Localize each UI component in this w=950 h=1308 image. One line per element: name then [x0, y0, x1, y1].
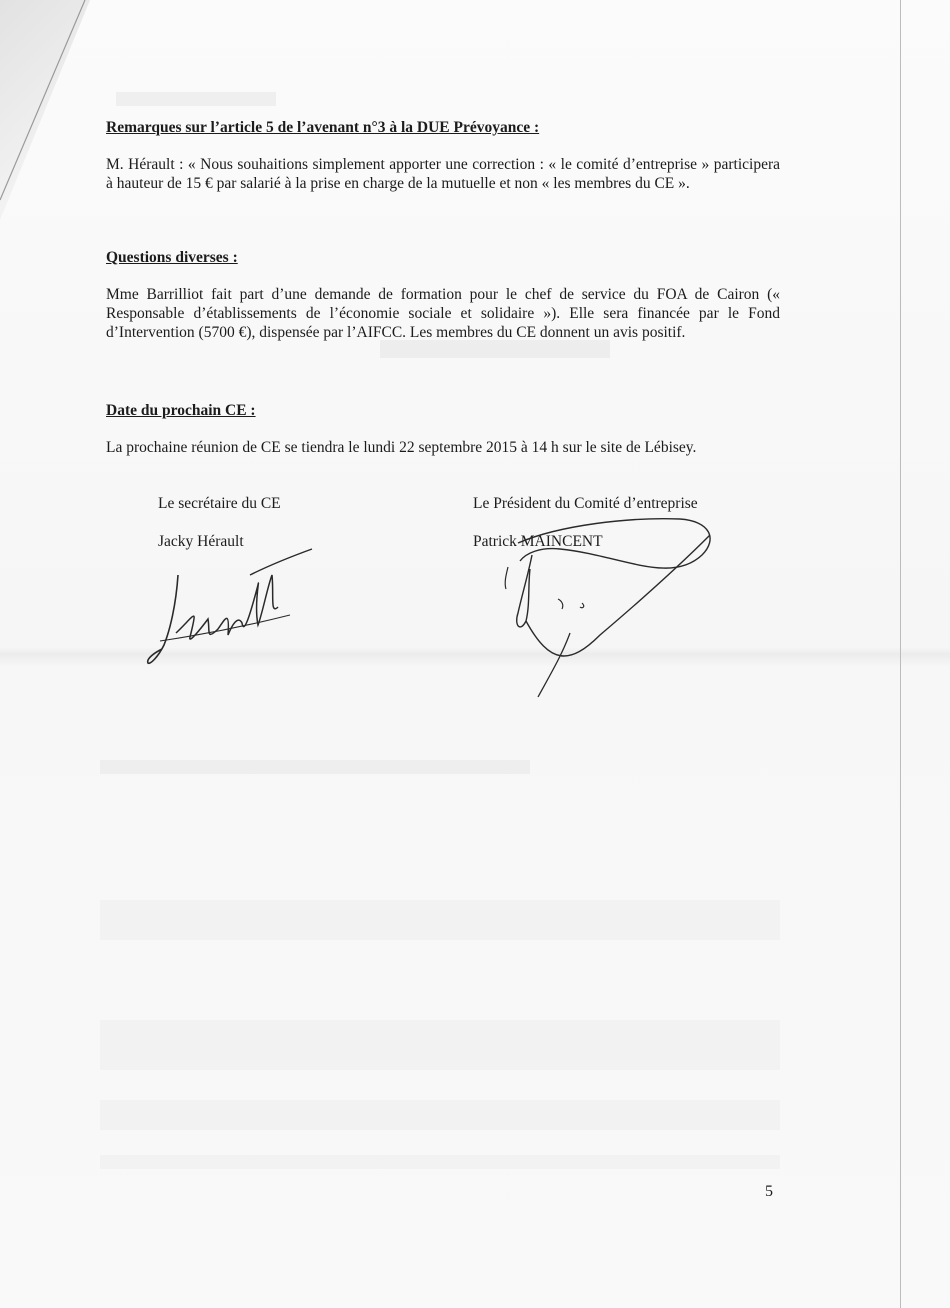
bleed-through-mark	[100, 1155, 780, 1169]
page-number: 5	[765, 1183, 773, 1200]
left-signatory-name: Jacky Hérault	[158, 533, 244, 550]
remarks-heading: Remarques sur l’article 5 de l’avenant n°3 à la DUE Prévoyance :	[106, 119, 540, 136]
next-meeting-heading: Date du prochain CE :	[106, 402, 256, 419]
bleed-through-mark	[100, 760, 530, 774]
right-signatory-name: Patrick MAINCENT	[473, 533, 603, 550]
bleed-through-mark	[100, 900, 780, 940]
questions-body: Mme Barrilliot fait part d’une demande de formation pour le chef de service du FOA de Cairon (« Responsable d’établissements de l’économie sociale et solidaire »). Elle sera financée par le Fond d’Intervention (5700 €), dispensée par l’AIFCC. Les membres du CE donnent un avis positif.	[106, 286, 780, 341]
page-edge-rule	[900, 0, 901, 1308]
next-meeting-body: La prochaine réunion de CE se tiendra le lundi 22 septembre 2015 à 14 h sur le site de Lébisey.	[106, 439, 697, 456]
bleed-through-mark	[100, 1020, 780, 1070]
bleed-through-mark	[100, 1100, 780, 1130]
bleed-through-mark	[116, 92, 276, 106]
right-signatory-role: Le Président du Comité d’entreprise	[473, 495, 698, 512]
remarks-body: M. Hérault : « Nous souhaitions simplement apporter une correction : « le comité d’entreprise » participera à hauteur de 15 € par salarié à la prise en charge de la mutuelle et non « les membres du CE ».	[106, 156, 780, 192]
left-handwritten-signature	[140, 545, 320, 675]
questions-heading: Questions diverses :	[106, 249, 238, 266]
fold-edge-line	[0, 0, 100, 230]
bleed-through-mark	[380, 340, 610, 358]
right-handwritten-signature	[470, 505, 730, 705]
left-signatory-role: Le secrétaire du CE	[158, 495, 281, 512]
